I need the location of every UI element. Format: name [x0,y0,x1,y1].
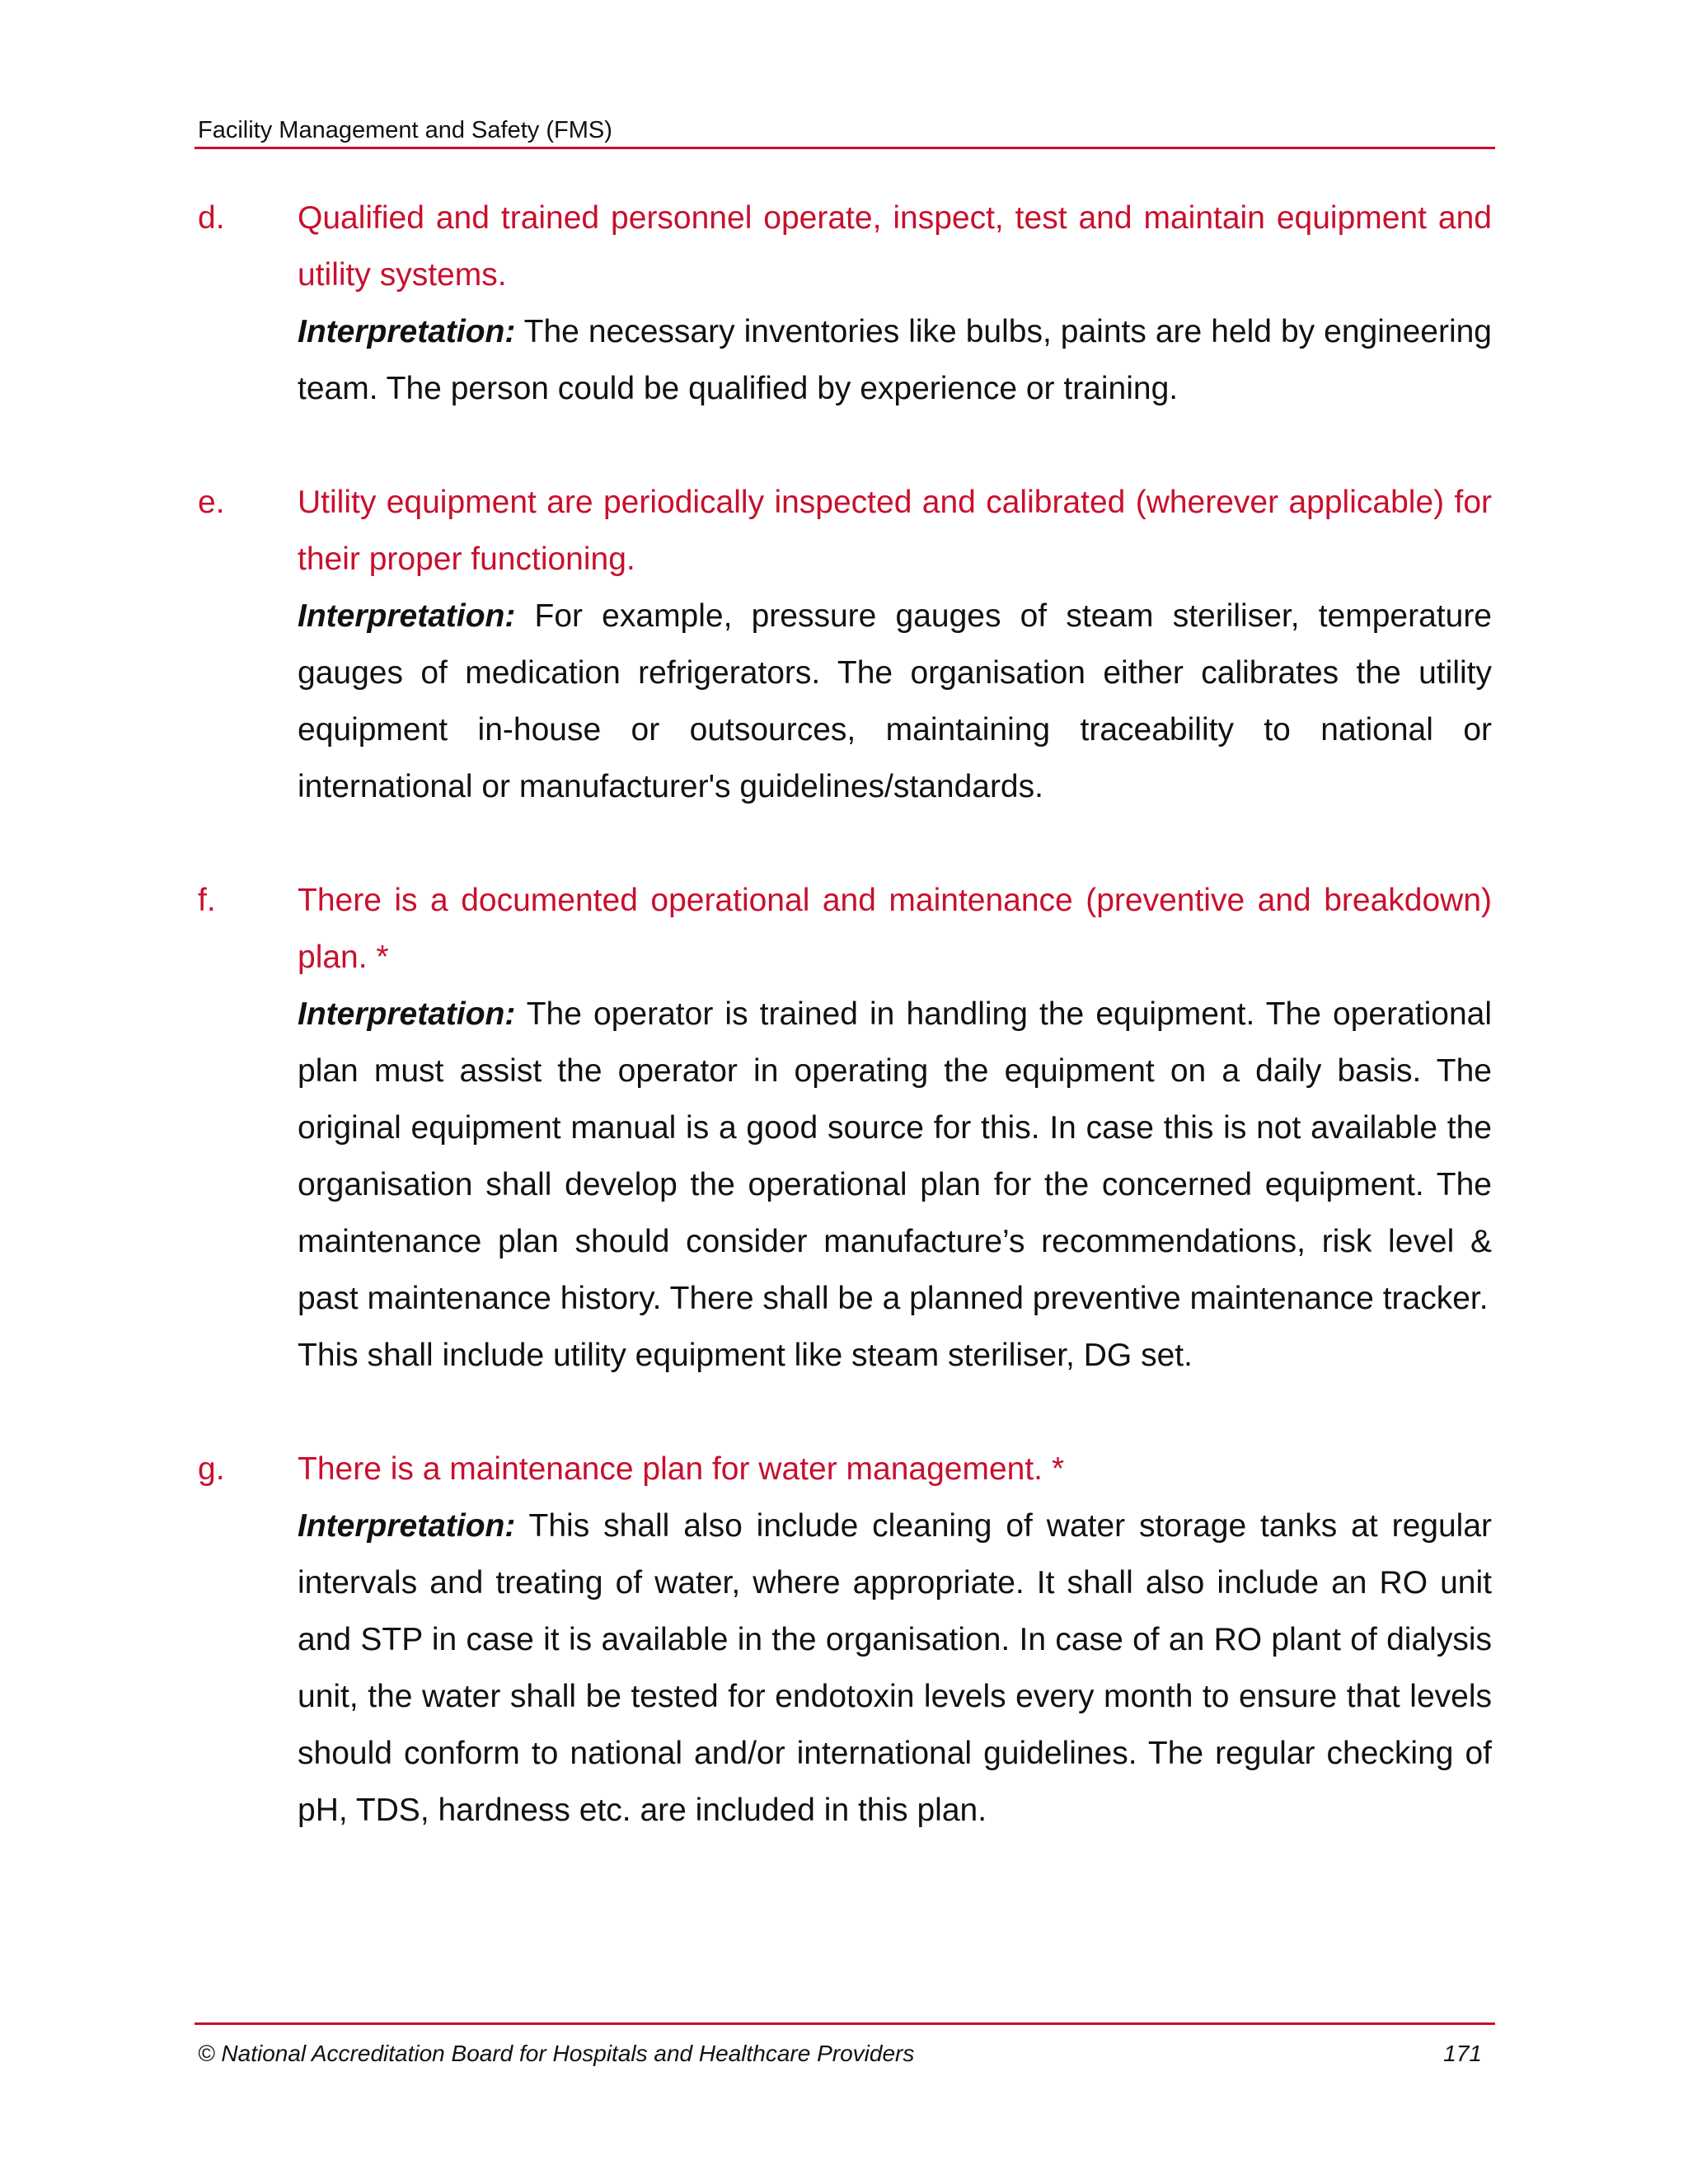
footer-copyright: © National Accreditation Board for Hospitals and Healthcare Providers [198,2041,915,2066]
interpretation-label: Interpretation: [298,314,516,349]
item-letter: d. [198,200,225,236]
standard-item-e [198,474,1492,815]
interpretation-text: For example, pressure gauges of steam steriliser, temperature gauges of medication refrigerators. The organisation either calibrates the utility equipment in-house or outsources, maintaining traceability to national or international or manufacturer's guidelines/standards. [298,598,1492,804]
standard-statement: Utility equipment are periodically inspected and calibrated (wherever applicable) for their proper functioning. [298,485,1492,577]
item-letter: g. [198,1451,225,1487]
standard-item-f [198,872,1492,1384]
footer-divider [195,2022,1495,2025]
item-letter: f. [198,883,216,918]
document-body [198,190,1492,1896]
interpretation-label: Interpretation: [298,1508,516,1544]
interpretation-label: Interpretation: [298,598,516,634]
interpretation-paragraph [298,1497,1492,1839]
interpretation-text: The operator is trained in handling the equipment. The operational plan must assist the operator in operating the equipment on a daily basis. The original equipment manual is a good source for this. In case this is not available the organisation shall develop the operational plan for the concerned equipment. The maintenance plan should consider manufacture’s recommendations, risk level & past maintenance history. There shall be a planned preventive maintenance tracker. [298,996,1492,1316]
standard-statement: There is a maintenance plan for water management. * [298,1451,1065,1487]
standard-statement: There is a documented operational and maintenance (preventive and breakdown) plan. * [298,883,1492,975]
interpretation-paragraph [298,986,1492,1327]
standard-item-g [198,1441,1492,1839]
page-number: 171 [1443,2041,1482,2066]
interpretation-paragraph [298,303,1492,417]
interpretation-note: This shall include utility equipment like steam steriliser, DG set. [298,1338,1193,1373]
interpretation-text: This shall also include cleaning of water storage tanks at regular intervals and treating of water, where appropriate. It shall also include an RO unit and STP in case it is available in the organisation. In case of an RO plant of dialysis unit, the water shall be tested for endotoxin levels every month to ensure that levels should conform to national and/or international guidelines. The regular checking of pH, TDS, hardness etc. are included in this plan. [298,1508,1492,1828]
header-divider [195,147,1495,149]
standard-statement: Qualified and trained personnel operate, inspect, test and maintain equipment and utility systems. [298,200,1492,293]
interpretation-label: Interpretation: [298,996,516,1032]
interpretation-paragraph [298,588,1492,815]
standard-item-d [198,190,1492,417]
interpretation-text: The necessary inventories like bulbs, paints are held by engineering team. The person could be qualified by experience or training. [298,314,1492,406]
page-header-title: Facility Management and Safety (FMS) [198,117,612,143]
item-letter: e. [198,485,225,520]
